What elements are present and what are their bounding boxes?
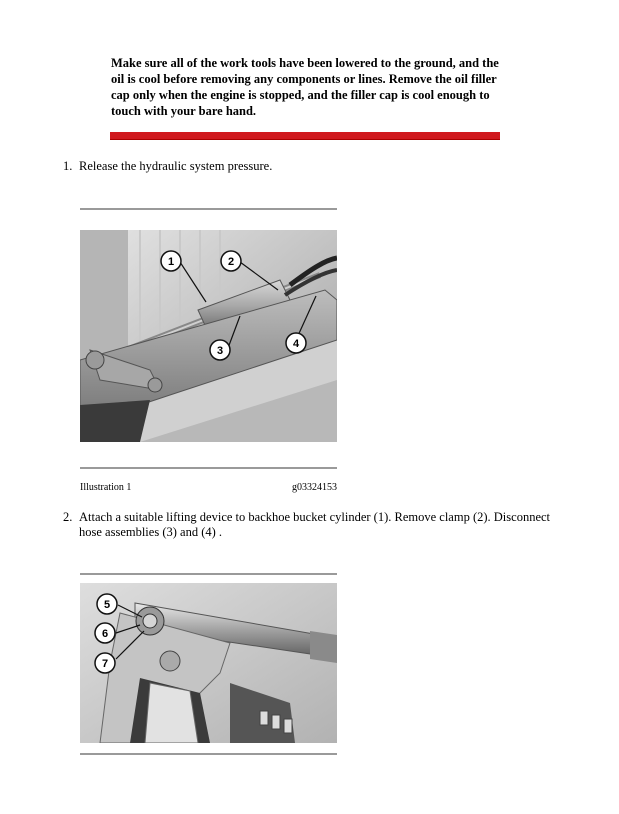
callout-1	[161, 251, 181, 271]
callout-2	[221, 251, 241, 271]
backhoe-pin-photo	[80, 583, 337, 743]
step-2	[63, 510, 563, 542]
svg-text:7: 7	[101, 658, 109, 670]
illustration-1-caption	[80, 482, 337, 496]
callout-6	[95, 623, 115, 643]
callout-4	[286, 333, 306, 353]
illustration-label: Illustration 1	[80, 482, 132, 493]
callout-5	[97, 594, 117, 614]
step-number: 1.	[63, 159, 73, 173]
callout-3	[210, 340, 230, 360]
warning-bar	[110, 132, 500, 140]
figure-bottom-rule	[80, 467, 337, 469]
svg-text:5: 5	[103, 599, 111, 611]
illustration-code: g03324153	[292, 482, 337, 493]
svg-text:3: 3	[216, 345, 224, 357]
callout-7	[95, 653, 115, 673]
step-1	[63, 159, 563, 175]
illustration-1-image	[80, 230, 337, 442]
figure-top-rule	[80, 208, 337, 210]
step-number: 2.	[63, 510, 73, 524]
step-text: Attach a suitable lifting device to backhoe bucket cylinder (1). Remove clamp (2). Disconnect hose assemblies (3) and (4) .	[79, 510, 551, 539]
illustration-2-image	[80, 583, 337, 743]
svg-text:1: 1	[167, 256, 175, 268]
svg-text:4: 4	[292, 338, 300, 350]
step-text: Release the hydraulic system pressure.	[79, 159, 273, 173]
figure-bottom-rule	[80, 753, 337, 755]
svg-text:2: 2	[227, 256, 235, 268]
svg-text:6: 6	[101, 628, 109, 640]
backhoe-cylinder-photo	[80, 230, 337, 442]
figure-top-rule	[80, 573, 337, 575]
warning-text: Make sure all of the work tools have been lowered to the ground, and the oil is cool before removing any components or lines. Remove the oil filler cap only when the engine is stopped, and the filler cap is cool enough to touch with your bare hand.	[111, 56, 499, 118]
